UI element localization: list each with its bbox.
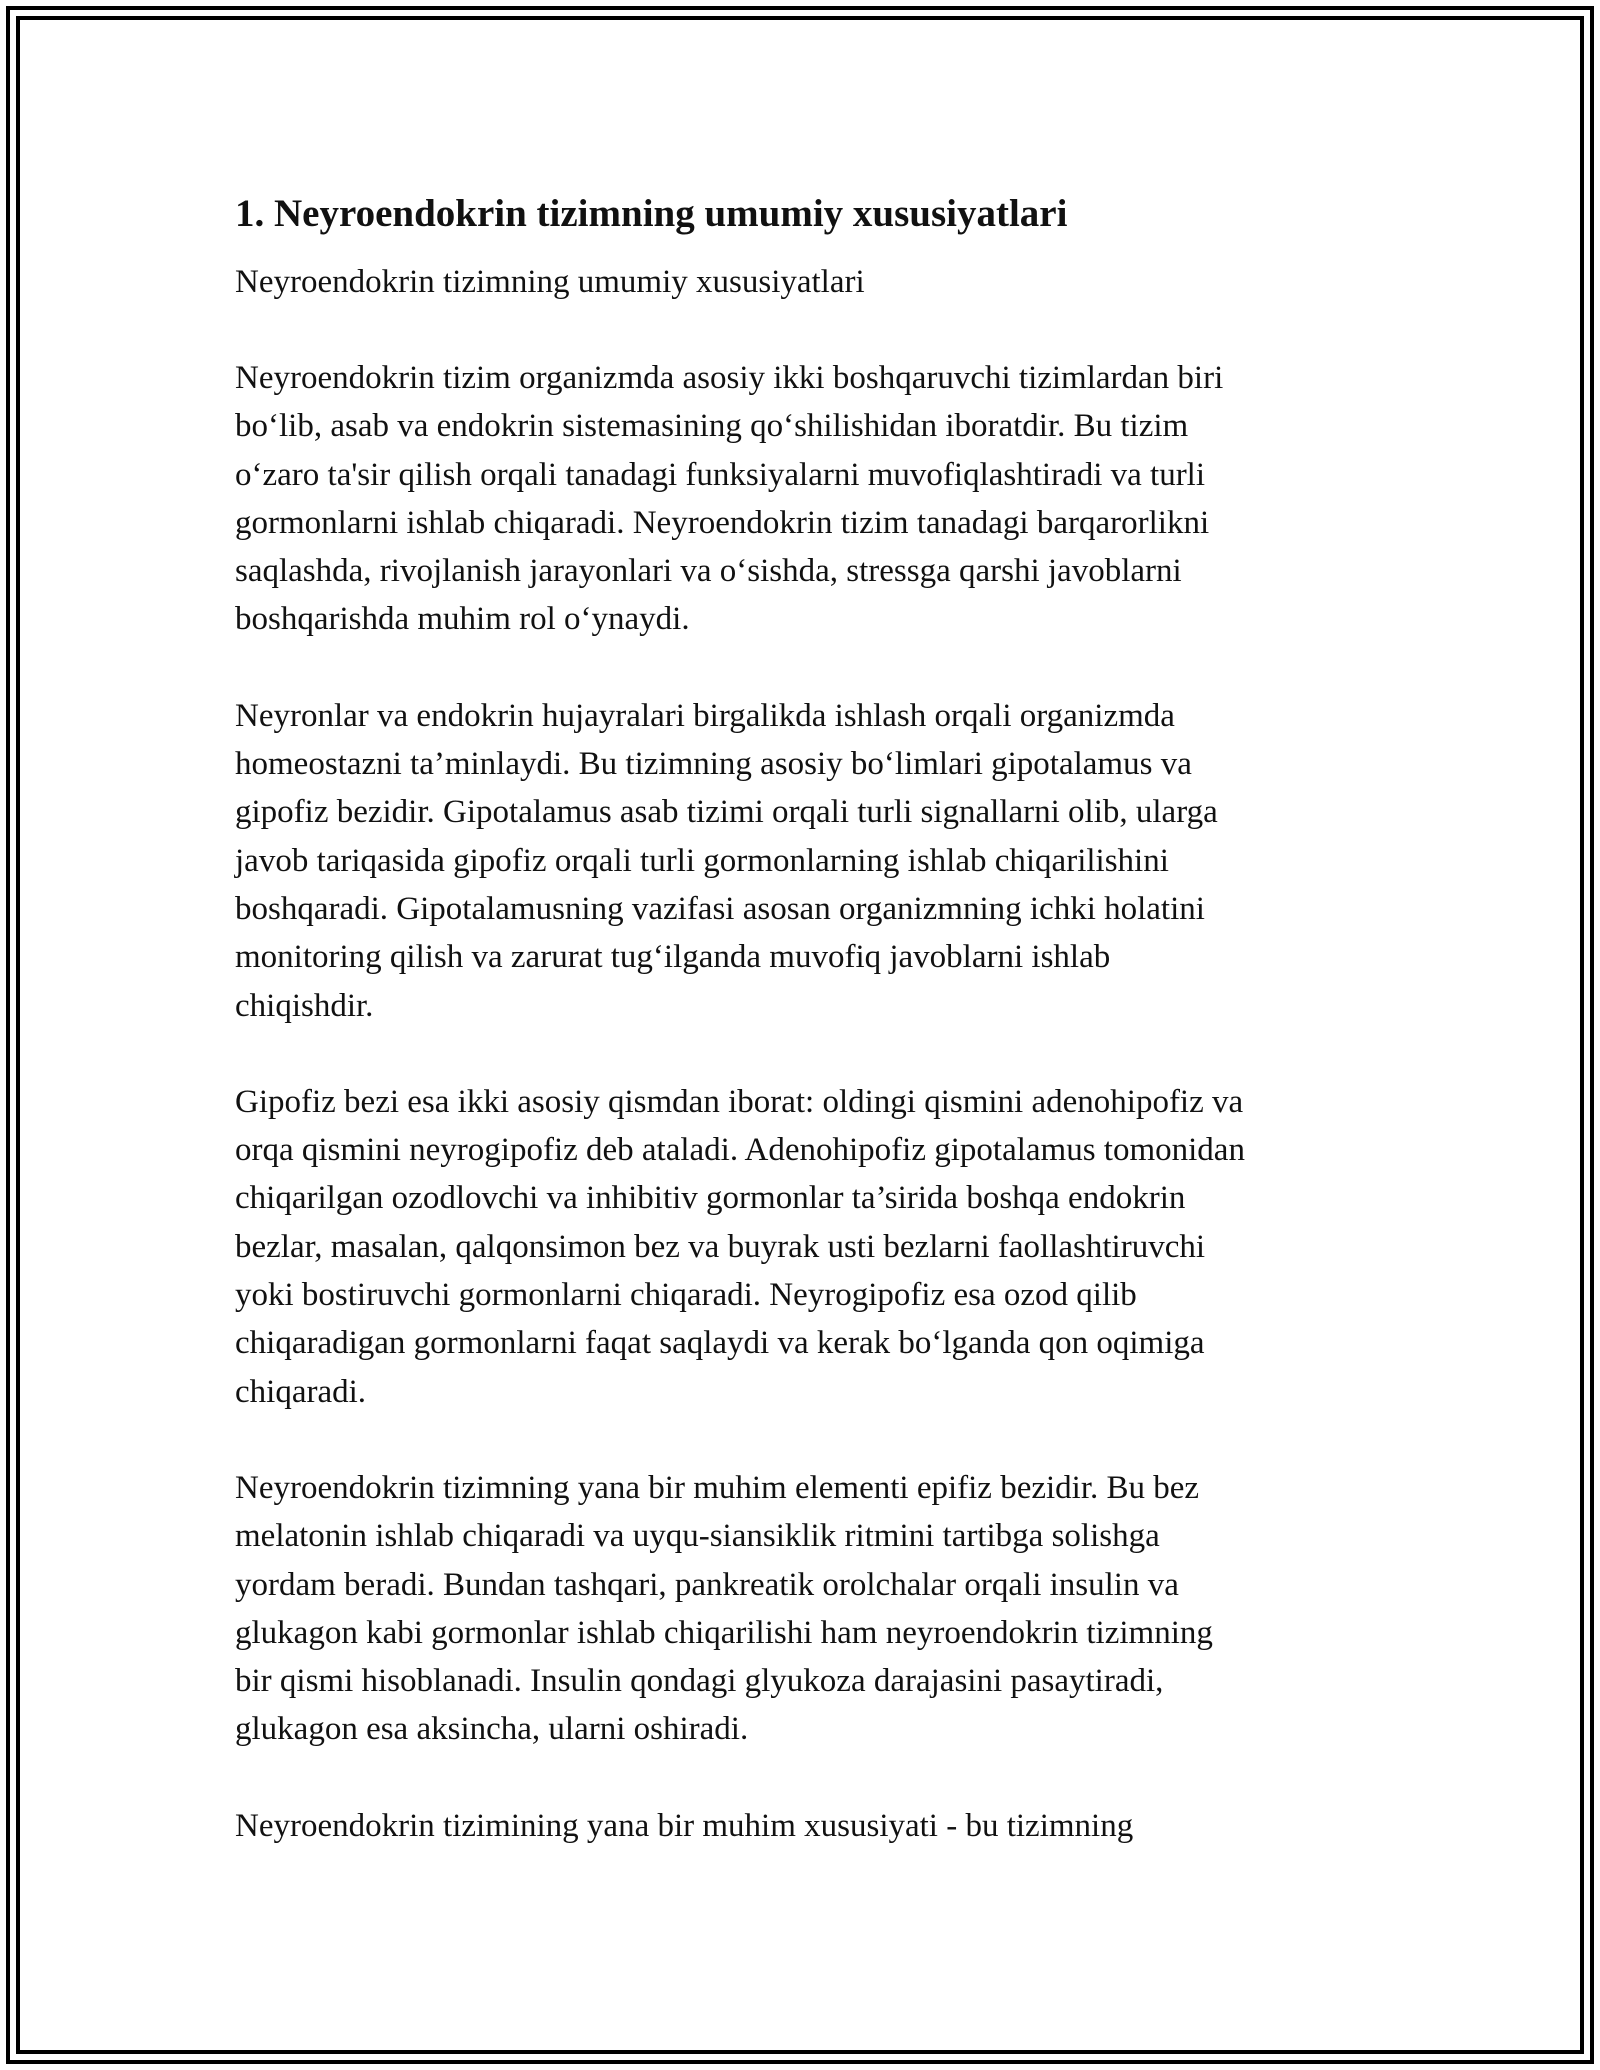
paragraph-line: Neyroendokrin tizimning yana bir muhim elementi epifiz bezidir. Bu bez	[235, 1469, 1200, 1506]
section-subtitle: Neyroendokrin tizimning umumiy xususiyatlari	[235, 264, 865, 300]
paragraph-line: orqa qismini neyrogipofiz deb ataladi. Adenohipofiz gipotalamus tomonidan	[235, 1132, 1245, 1169]
paragraph-line: bo‘lib, asab va endokrin sistemasining qo‘shilishidan iboratdir. Bu tizim	[235, 408, 1189, 445]
paragraph-line: Gipofiz bezi esa ikki asosiy qismdan iborat: oldingi qismini adenohipofiz va	[235, 1083, 1244, 1120]
document-body	[235, 190, 1375, 1850]
paragraph-line: boshqaradi. Gipotalamusning vazifasi asosan organizmning ichki holatini	[235, 890, 1205, 927]
paragraph-line: Neyroendokrin tizimining yana bir muhim xususiyati - bu tizimning	[235, 1807, 1134, 1844]
paragraph-3	[235, 1078, 1375, 1416]
paragraph-2	[235, 692, 1375, 1030]
paragraph-line: saqlashda, rivojlanish jarayonlari va o‘sishda, stressga qarshi javoblarni	[235, 553, 1182, 590]
section-heading: 1. Neyroendokrin tizimning umumiy xususiyatlari	[235, 192, 1068, 235]
paragraph-line: yordam beradi. Bundan tashqari, pankreatik orolchalar orqali insulin va	[235, 1566, 1179, 1603]
paragraph-line: monitoring qilish va zarurat tug‘ilganda muvofiq javoblarni ishlab	[235, 939, 1111, 976]
paragraph-line: chiqaradi.	[235, 1373, 367, 1410]
paragraph-line: chiqaradigan gormonlarni faqat saqlaydi va kerak bo‘lganda qon oqimiga	[235, 1325, 1205, 1362]
paragraph-4	[235, 1464, 1375, 1754]
paragraph-line: yoki bostiruvchi gormonlarni chiqaradi. Neyrogipofiz esa ozod qilib	[235, 1277, 1137, 1314]
paragraph-line: glukagon kabi gormonlar ishlab chiqarilishi ham neyroendokrin tizimning	[235, 1614, 1213, 1651]
paragraph-line: chiqarilgan ozodlovchi va inhibitiv gormonlar ta’sirida boshqa endokrin	[235, 1180, 1186, 1217]
paragraph-line: Neyronlar va endokrin hujayralari birgalikda ishlash orqali organizmda	[235, 697, 1175, 734]
paragraph-line: javob tariqasida gipofiz orqali turli gormonlarning ishlab chiqarilishini	[235, 842, 1169, 879]
paragraph-line: homeostazni ta’minlaydi. Bu tizimning asosiy bo‘limlari gipotalamus va	[235, 746, 1192, 783]
paragraph-line: o‘zaro ta'sir qilish orqali tanadagi funksiyalarni muvofiqlashtiradi va turli	[235, 456, 1206, 493]
paragraph-line: chiqishdir.	[235, 987, 374, 1024]
paragraph-line: boshqarishda muhim rol o‘ynaydi.	[235, 601, 690, 638]
paragraph-line: glukagon esa aksincha, ularni oshiradi.	[235, 1711, 749, 1748]
paragraph-line: bir qismi hisoblanadi. Insulin qondagi glyukoza darajasini pasaytiradi,	[235, 1663, 1164, 1700]
paragraph-line: melatonin ishlab chiqaradi va uyqu-siansiklik ritmini tartibga solishga	[235, 1518, 1160, 1555]
paragraph-1	[235, 354, 1375, 644]
paragraph-line: gipofiz bezidir. Gipotalamus asab tizimi orqali turli signallarni olib, ularga	[235, 794, 1218, 831]
paragraph-line: Neyroendokrin tizim organizmda asosiy ikki boshqaruvchi tizimlardan biri	[235, 360, 1224, 396]
paragraph-5	[235, 1802, 1375, 1850]
paragraph-line: bezlar, masalan, qalqonsimon bez va buyrak usti bezlarni faollashtiruvchi	[235, 1228, 1206, 1265]
paragraph-line: gormonlarni ishlab chiqaradi. Neyroendokrin tizim tanadagi barqarorlikni	[235, 504, 1210, 541]
